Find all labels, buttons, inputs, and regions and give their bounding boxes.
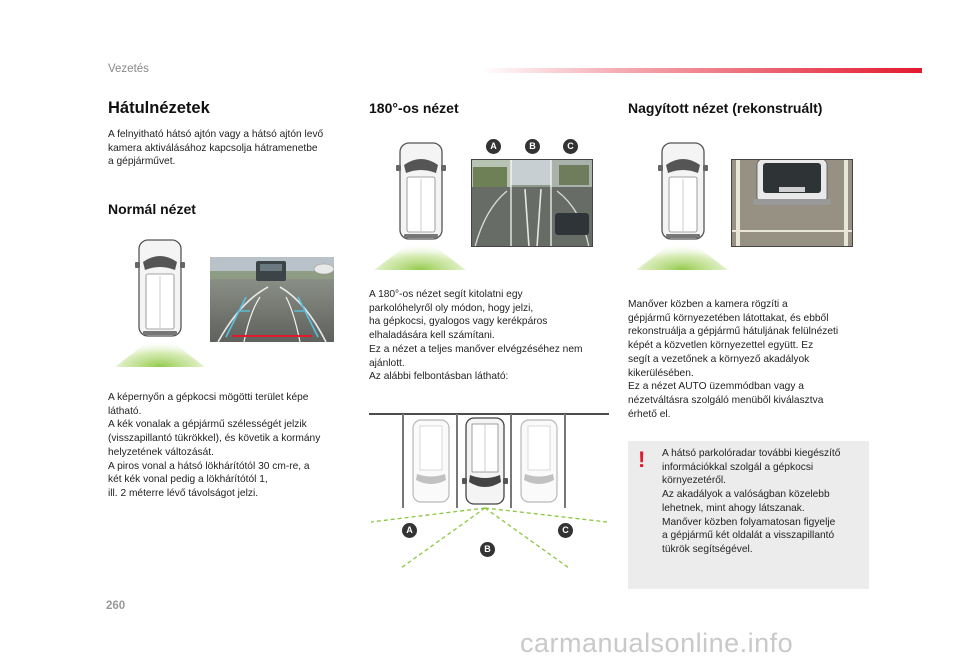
parked-van-right — [521, 420, 557, 502]
section-label: Vezetés — [108, 63, 149, 75]
text-line: A hátsó parkolóradar további kiegészítő — [662, 448, 841, 459]
text-line: képét a közvetlen környezettel együtt. Ez — [628, 340, 814, 352]
reversing-van — [462, 418, 508, 504]
label-c-badge: C — [558, 523, 573, 538]
header-divider — [480, 68, 922, 73]
text-line: Manőver közben a kamera rögzíti a — [628, 299, 788, 310]
text-line: A kék vonalak a gépjármű szélességét jelzik — [108, 419, 307, 431]
label-c-badge: C — [563, 139, 578, 154]
normal-view-camera-image — [210, 257, 334, 342]
wide-view-description — [369, 288, 619, 384]
page-number: 260 — [106, 600, 126, 612]
page-title: Hátulnézetek — [108, 99, 210, 117]
intro-paragraph — [108, 128, 358, 169]
label-b-badge: B — [525, 139, 540, 154]
text-line: ajánlott. — [369, 357, 405, 369]
normal-view-description — [108, 391, 358, 501]
camera-zone — [636, 235, 728, 270]
text-line: parkolóhelyről oly módon, hogy jelzi, — [369, 302, 534, 314]
text-line: nézetváltásra szolgáló menüből kiválasztva — [628, 394, 824, 406]
text-line: elhaladására kell számítani. — [369, 330, 495, 342]
text-line: kikerülésében. — [628, 367, 694, 379]
warning-note-text — [662, 447, 867, 557]
text-line: A képernyőn a gépkocsi mögötti terület képe — [108, 392, 309, 403]
van-zoom-view-illustration — [634, 135, 729, 275]
text-line: (visszapillantó tükrökkel), és követik a kormány — [108, 433, 321, 445]
intro-line: a gépjárművet. — [108, 156, 176, 168]
intro-line: A felnyitható hátsó ajtón vagy a hátsó ajtón levő — [108, 129, 324, 140]
text-line: Az alábbi felbontásban látható: — [369, 371, 509, 383]
text-line: információkkal szolgál a gépkocsi — [662, 461, 814, 473]
text-line: gépjármű környezetében látottakat, és ebből — [628, 312, 829, 324]
van-icon — [135, 240, 185, 336]
normal-view-heading: Normál nézet — [108, 201, 196, 217]
text-line: Manőver közben folyamatosan figyelje — [662, 516, 836, 528]
text-line: helyzetének változását. — [108, 446, 214, 458]
text-line: két kék vonal pedig a lökhárítótól 1, — [108, 474, 268, 486]
text-line: ha gépkocsi, gyalogos vagy kerékpáros — [369, 316, 548, 328]
watermark: carmanualsonline.info — [520, 628, 794, 658]
text-line: rekonstruálja a gépjármű hátuljának felülnézeti — [628, 326, 839, 338]
label-b-badge: B — [480, 542, 495, 557]
text-line: a gépjármű két oldalát a visszapillantó — [662, 530, 835, 542]
van-icon — [658, 143, 708, 239]
text-line: Az akadályok a valóságban közelebb — [662, 489, 830, 501]
text-line: látható. — [108, 405, 142, 417]
label-a-badge: A — [402, 523, 417, 538]
intro-line: kamera aktiválásához kapcsolja hátramenetbe — [108, 142, 318, 154]
zoom-view-camera-image — [731, 159, 853, 247]
zoom-view-description — [628, 298, 878, 421]
text-line: Ez a nézet a teljes manőver elvégzéséhez nem — [369, 343, 583, 355]
text-line: lehetnek, mint ahogy látszanak. — [662, 502, 805, 514]
text-line: segít a vezetőnek a környező akadályok — [628, 353, 810, 365]
wide-view-camera-image — [471, 159, 593, 247]
text-line: A 180°-os nézet segít kitolatni egy — [369, 289, 523, 300]
text-line: Ez a nézet AUTO üzemmódban vagy a — [628, 381, 804, 393]
camera-zone — [374, 235, 466, 270]
text-line: tükrök segítségével. — [662, 543, 753, 555]
warning-icon: ! — [638, 447, 646, 472]
text-line: A piros vonal a hátsó lökhárítótól 30 cm-re, a — [108, 460, 310, 472]
label-a-badge: A — [486, 139, 501, 154]
text-line: ill. 2 méterre lévő távolságot jelzi. — [108, 487, 259, 499]
camera-zone — [115, 332, 205, 367]
van-normal-view-illustration — [115, 232, 205, 372]
van-icon — [396, 143, 446, 239]
text-line: környezetéről. — [662, 475, 726, 487]
zoom-view-heading: Nagyított nézet (rekonstruált) — [628, 100, 823, 116]
van-wide-view-illustration — [372, 135, 467, 275]
text-line: érhető el. — [628, 408, 671, 420]
wide-view-heading: 180°-os nézet — [369, 100, 459, 116]
parked-van-left — [413, 420, 449, 502]
